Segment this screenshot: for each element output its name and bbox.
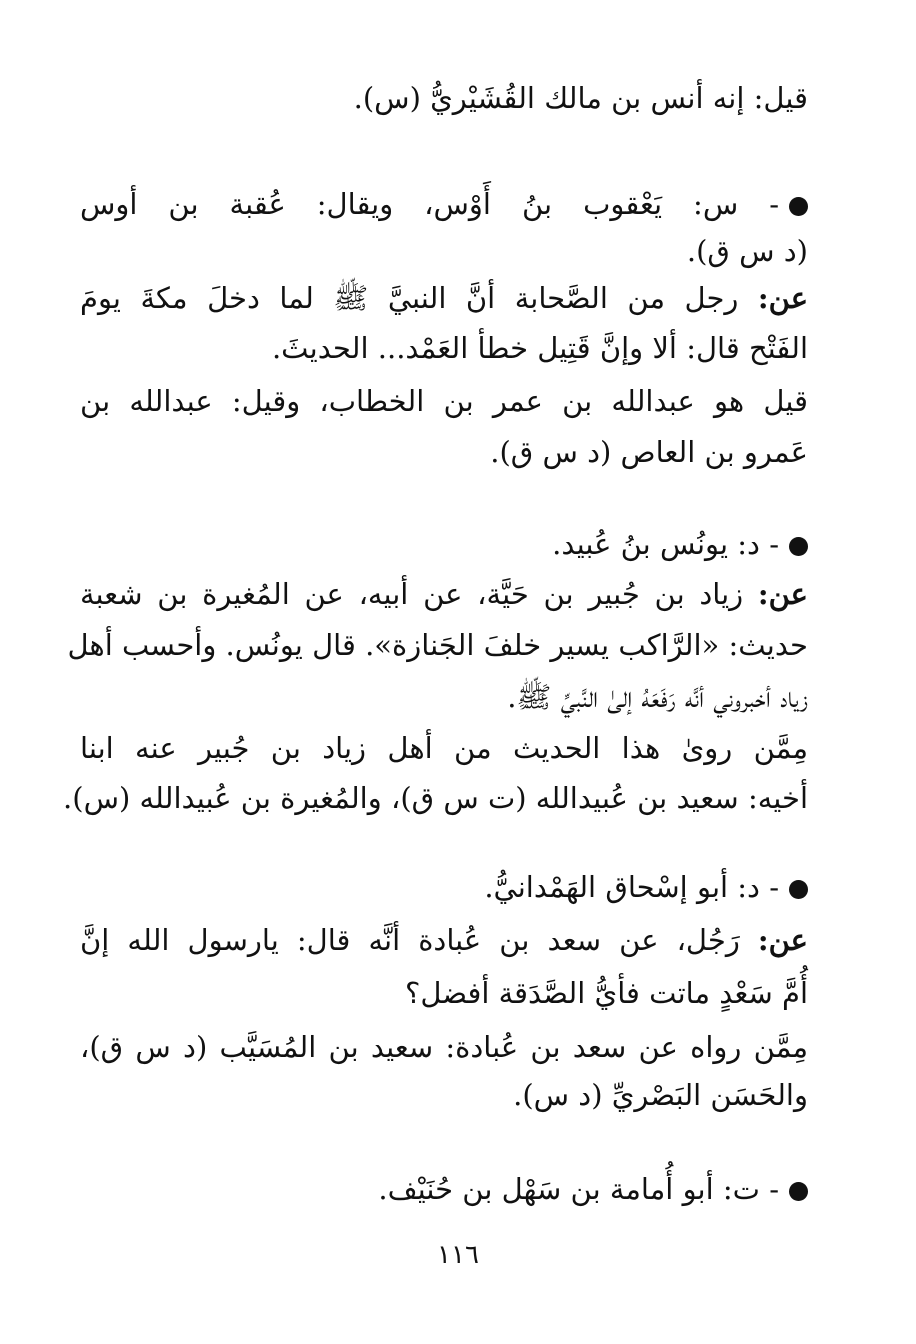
text-line-5: الفَتْح قال: ألا وإنَّ قَتِيل خطأ العَمْد... الحديثَ. — [271, 331, 808, 365]
entry-heading-yaqub: - س: يَعْقوب بنُ أَوْس، ويقال: عُقبة بن أوس — [80, 184, 808, 224]
entry-heading-yunus: - د: يونُس بنُ عُبيد. — [80, 524, 808, 564]
text-line-10: حديث: «الرَّاكب يسير خلفَ الجَنازة». قال يونُس. وأحسب أهل — [67, 628, 808, 662]
bullet-icon — [789, 197, 808, 216]
text-line-6: قيل هو عبدالله بن عمر بن الخطاب، وقيل: عبدالله بن — [80, 384, 808, 418]
bullet-icon — [789, 537, 808, 556]
text-line-16: أُمَّ سَعْدٍ ماتت فأيُّ الصَّدَقة أفضل؟ — [404, 976, 808, 1010]
page-number: ١١٦ — [437, 1240, 479, 1270]
text-line-4: عن: رجل من الصَّحابة أنَّ النبيَّ ﷺ لما دخلَ مكةَ يومَ — [80, 281, 809, 315]
text-line-18: والحَسَن البَصْريِّ (د س). — [513, 1078, 808, 1112]
text-line-15: عن: رَجُل، عن سعد بن عُبادة أنَّه قال: يارسول الله إنَّ — [80, 923, 808, 957]
text-line-3: (د س ق). — [686, 234, 808, 268]
lead-word-an: عن: — [757, 281, 809, 315]
lead-word-an: عن: — [757, 923, 808, 957]
text-line-1: قيل: إنه أنس بن مالك القُشَيْريُّ (س). — [353, 81, 808, 115]
entry-heading-abu-umama: - ت: أبو أُمامة بن سَهْل بن حُنَيْف. — [80, 1169, 808, 1209]
text-line-13: أخيه: سعيد بن عُبيدالله (ت س ق)، والمُغيرة بن عُبيدالله (س). — [63, 781, 808, 815]
lead-word-an: عن: — [757, 577, 808, 611]
text-line-7: عَمرو بن العاص (د س ق). — [490, 435, 808, 469]
text-line-11: زياد أخبروني أنَّه رَفَعَهُ إلىٰ النَّبيِّ ﷺ. — [507, 680, 808, 714]
text-line-12: مِمَّن روىٰ هذا الحديث من أهل زياد بن جُبير عنه ابنا — [80, 731, 808, 765]
text-line-9: عن: زياد بن جُبير بن حَيَّة، عن أبيه، عن المُغيرة بن شعبة — [80, 577, 808, 611]
bullet-icon — [789, 1182, 808, 1201]
entry-heading-abu-ishaq: - د: أبو إسْحاق الهَمْدانيُّ. — [80, 867, 808, 907]
text-line-17: مِمَّن رواه عن سعد بن عُبادة: سعيد بن المُسَيَّب (د س ق)، — [80, 1030, 808, 1064]
bullet-icon — [789, 880, 808, 899]
